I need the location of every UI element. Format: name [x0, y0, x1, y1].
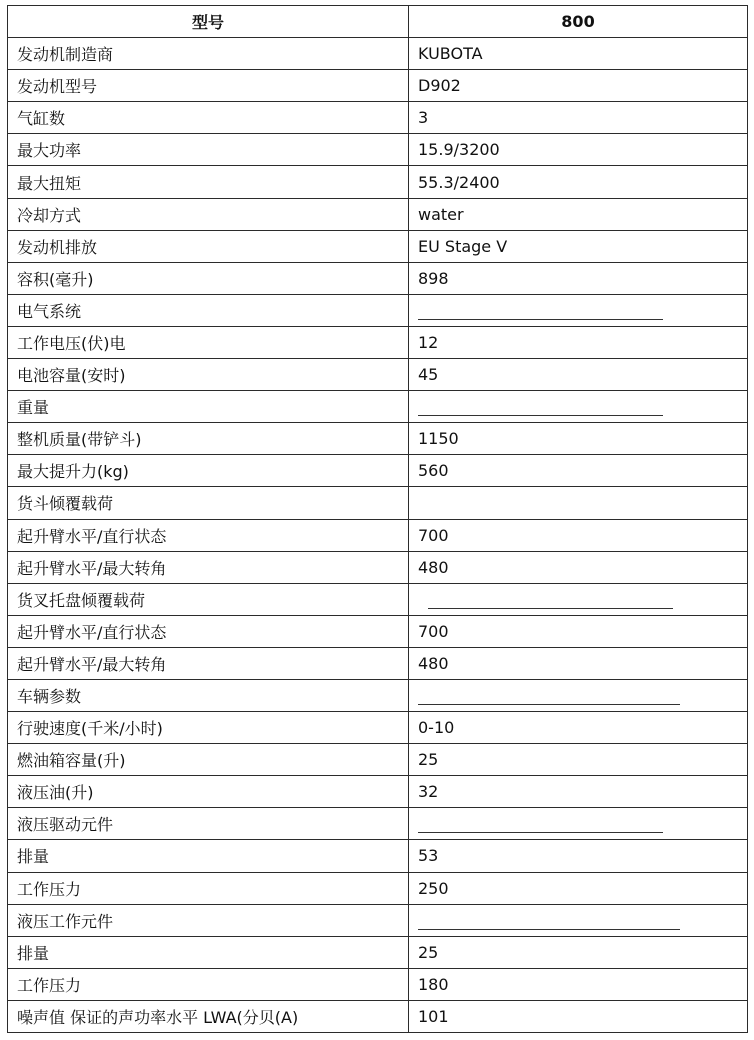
table-row: [8, 872, 748, 904]
row-label: 液压油(升): [8, 776, 409, 808]
row-label: 工作压力: [8, 968, 409, 1000]
row-label: 起升臂水平/直行状态: [8, 615, 409, 647]
row-value: D902: [409, 70, 748, 102]
blank-line: [418, 688, 680, 705]
section-blank: [409, 808, 748, 840]
table-row: [8, 968, 748, 1000]
table-row: [8, 38, 748, 70]
row-label: 发动机排放: [8, 230, 409, 262]
table-row: [8, 70, 748, 102]
table-row: [8, 583, 748, 615]
table-row: [8, 904, 748, 936]
row-value: 1150: [409, 423, 748, 455]
row-label: 电池容量(安时): [8, 359, 409, 391]
table-row: [8, 326, 748, 358]
row-value: 12: [409, 326, 748, 358]
section-label: 液压驱动元件: [8, 808, 409, 840]
row-value: 560: [409, 455, 748, 487]
table-row: [8, 840, 748, 872]
row-value: EU Stage V: [409, 230, 748, 262]
row-value: [409, 487, 748, 519]
row-value: 45: [409, 359, 748, 391]
row-value: 101: [409, 1000, 748, 1032]
table-row: [8, 423, 748, 455]
table-row: [8, 166, 748, 198]
row-value: KUBOTA: [409, 38, 748, 70]
row-label: 起升臂水平/直行状态: [8, 519, 409, 551]
row-label: 容积(毫升): [8, 262, 409, 294]
header-model: 800: [409, 6, 748, 38]
row-value: 53: [409, 840, 748, 872]
row-label: 发动机型号: [8, 70, 409, 102]
row-label: 噪声值 保证的声功率水平 LWA(分贝(A): [8, 1000, 409, 1032]
blank-line: [418, 913, 680, 930]
blank-line: [428, 592, 673, 609]
table-row: [8, 551, 748, 583]
table-row: [8, 134, 748, 166]
row-value: 25: [409, 744, 748, 776]
row-value: 0-10: [409, 712, 748, 744]
row-value: 898: [409, 262, 748, 294]
row-value: 700: [409, 615, 748, 647]
section-label: 重量: [8, 391, 409, 423]
row-label: 排量: [8, 936, 409, 968]
row-label: 排量: [8, 840, 409, 872]
row-label: 发动机制造商: [8, 38, 409, 70]
table-row: [8, 776, 748, 808]
table-row: [8, 455, 748, 487]
section-label: 车辆参数: [8, 679, 409, 711]
row-value: 480: [409, 647, 748, 679]
table-row: [8, 230, 748, 262]
blank-line: [418, 399, 663, 416]
row-value: 32: [409, 776, 748, 808]
row-label: 起升臂水平/最大转角: [8, 647, 409, 679]
row-label: 工作电压(伏)电: [8, 326, 409, 358]
row-label: 最大功率: [8, 134, 409, 166]
row-label: 起升臂水平/最大转角: [8, 551, 409, 583]
section-label: 液压工作元件: [8, 904, 409, 936]
row-value: 180: [409, 968, 748, 1000]
row-value: 700: [409, 519, 748, 551]
section-label: 货叉托盘倾覆载荷: [8, 583, 409, 615]
row-label: 工作压力: [8, 872, 409, 904]
table-row: [8, 712, 748, 744]
row-label: 最大提升力(kg): [8, 455, 409, 487]
row-value: 250: [409, 872, 748, 904]
row-label: 气缸数: [8, 102, 409, 134]
row-label: 最大扭矩: [8, 166, 409, 198]
row-label: 冷却方式: [8, 198, 409, 230]
table-row: [8, 359, 748, 391]
table-row: [8, 487, 748, 519]
table-row: [8, 391, 748, 423]
table-row: [8, 744, 748, 776]
row-label: 燃油箱容量(升): [8, 744, 409, 776]
header-row: [8, 6, 748, 38]
row-value: 55.3/2400: [409, 166, 748, 198]
row-value: water: [409, 198, 748, 230]
section-blank: [409, 583, 748, 615]
section-label: 电气系统: [8, 294, 409, 326]
table-row: [8, 1000, 748, 1032]
row-label: 行驶速度(千米/小时): [8, 712, 409, 744]
spec-table: [7, 5, 748, 1033]
table-row: [8, 294, 748, 326]
row-label: 整机质量(带铲斗): [8, 423, 409, 455]
table-row: [8, 647, 748, 679]
section-label: 货斗倾覆载荷: [8, 487, 409, 519]
row-value: 480: [409, 551, 748, 583]
header-label: 型号: [8, 6, 409, 38]
section-blank: [409, 679, 748, 711]
row-value: 3: [409, 102, 748, 134]
blank-line: [418, 816, 663, 833]
section-blank: [409, 294, 748, 326]
table-row: [8, 519, 748, 551]
table-row: [8, 198, 748, 230]
row-value: 15.9/3200: [409, 134, 748, 166]
table-row: [8, 615, 748, 647]
row-value: 25: [409, 936, 748, 968]
section-blank: [409, 391, 748, 423]
table-row: [8, 679, 748, 711]
table-row: [8, 262, 748, 294]
table-row: [8, 808, 748, 840]
table-row: [8, 102, 748, 134]
section-blank: [409, 904, 748, 936]
blank-line: [418, 303, 663, 320]
table-row: [8, 936, 748, 968]
